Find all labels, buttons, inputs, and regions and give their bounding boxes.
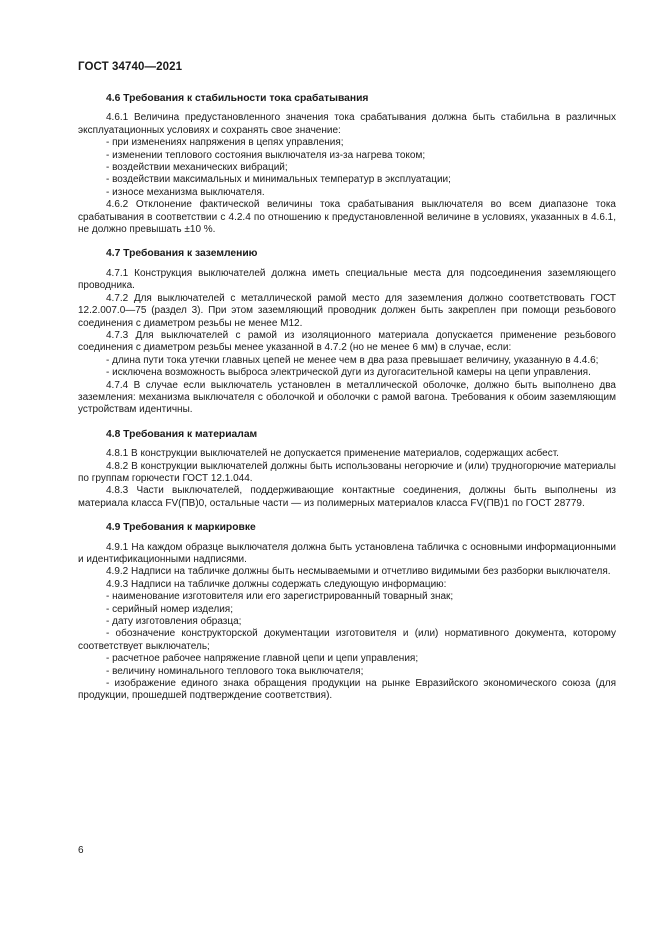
paragraph-4-9-2: 4.9.2 Надписи на табличке должны быть несмываемыми и отчетливо видимыми без разборки выключателя. — [106, 566, 611, 578]
section-heading-4-8: 4.8 Требования к материалам — [106, 428, 258, 440]
paragraph-4-6-1: 4.6.1 Величина предустановленного значения тока срабатывания должна быть стабильна в различных эксплуатационных условиях и сохранять свое значение: — [78, 112, 616, 136]
paragraph-4-7-3: 4.7.3 Для выключателей с рамой из изоляционного материала допускается применение резьбового соединения с диаметром резьбы менее указанной в 4.7.2 (но не менее 6 мм) в случае, если: — [78, 329, 616, 354]
list-item: - длина пути тока утечки главных цепей не менее чем в два раза превышает величину, указанную в 4.4.6; — [106, 354, 599, 366]
list-item: - наименование изготовителя или его зарегистрированный товарный знак; — [106, 591, 454, 603]
document-header: ГОСТ 34740—2021 — [78, 61, 183, 73]
list-item: - воздействии механических вибраций; — [106, 162, 288, 174]
list-item: - величину номинального теплового тока выключателя; — [106, 665, 364, 677]
page-number: 6 — [78, 845, 84, 856]
document-body — [78, 93, 616, 703]
paragraph-4-9-1: 4.9.1 На каждом образце выключателя должна быть установлена табличка с основными информационными и идентификационными надписями. — [78, 541, 616, 565]
section-heading-4-9: 4.9 Требования к маркировке — [106, 522, 256, 534]
list-item: - износе механизма выключателя. — [106, 186, 265, 198]
paragraph-4-8-1: 4.8.1 В конструкции выключателей не допускается применение материалов, содержащих асбест. — [106, 448, 559, 460]
paragraph-4-9-3: 4.9.3 Надписи на табличке должны содержать следующую информацию: — [106, 578, 447, 590]
paragraph-4-6-2: 4.6.2 Отклонение фактической величины тока срабатывания выключателя во всем диапазоне тока срабатывания в соответствии с 4.2.4 по отношению к предустановленной величине в условиях, указанных в 4.6.1, не должно превышать ±10 %. — [78, 199, 616, 236]
list-item: - обозначение конструкторской документации изготовителя и (или) нормативного документа, которому соответствует выключатель; — [78, 628, 616, 652]
paragraph-4-8-3: 4.8.3 Части выключателей, поддерживающие контактные соединения, должны быть выполнены из материала класса FV(ПВ)0, остальные части — из полимерных материалов класса FV(ПВ)1 по ГОСТ 28779. — [78, 485, 616, 509]
paragraph-4-7-2: 4.7.2 Для выключателей с металлической рамой место для заземления должно соответствовать ГОСТ 12.2.007.0—75 (раздел 3). При этом заземляющий проводник должен быть закреплен при помощи резьбового соединения с диаметром резьбы не менее М12. — [78, 292, 616, 329]
list-item: - серийный номер изделия; — [106, 603, 233, 615]
list-item: - при изменениях напряжения в цепях управления; — [106, 137, 344, 149]
paragraph-4-7-4: 4.7.4 В случае если выключатель установлен в металлической оболочке, должно быть выполнено два заземления: механизма выключателя с оболочкой и оболочки с рамой вагона. Требования к обоим заземляющим устройствам идентичны. — [78, 379, 616, 416]
list-item: - воздействии максимальных и минимальных температур в эксплуатации; — [106, 174, 451, 186]
paragraph-4-7-1: 4.7.1 Конструкция выключателей должна иметь специальные места для подсоединения заземляющего проводника. — [78, 267, 616, 292]
list-item: - изменении теплового состояния выключателя из-за нагрева током; — [106, 149, 426, 161]
paragraph-4-8-2: 4.8.2 В конструкции выключателей должны быть использованы негорючие и (или) трудногорючие материалы по группам горючести ГОСТ 12.1.044. — [78, 460, 616, 484]
list-item: - расчетное рабочее напряжение главной цепи и цепи управления; — [106, 653, 419, 665]
section-heading-4-6: 4.6 Требования к стабильности тока срабатывания — [106, 93, 369, 104]
list-item: - исключена возможность выброса электрической дуги из дугогасительной камеры на цепи управления. — [106, 367, 591, 379]
list-item: - дату изготовления образца; — [106, 616, 242, 628]
list-item: - изображение единого знака обращения продукции на рынке Евразийского экономического союза (для продукции, прошедшей подтверждение соответствия). — [78, 678, 616, 702]
section-heading-4-7: 4.7 Требования к заземлению — [106, 248, 258, 260]
